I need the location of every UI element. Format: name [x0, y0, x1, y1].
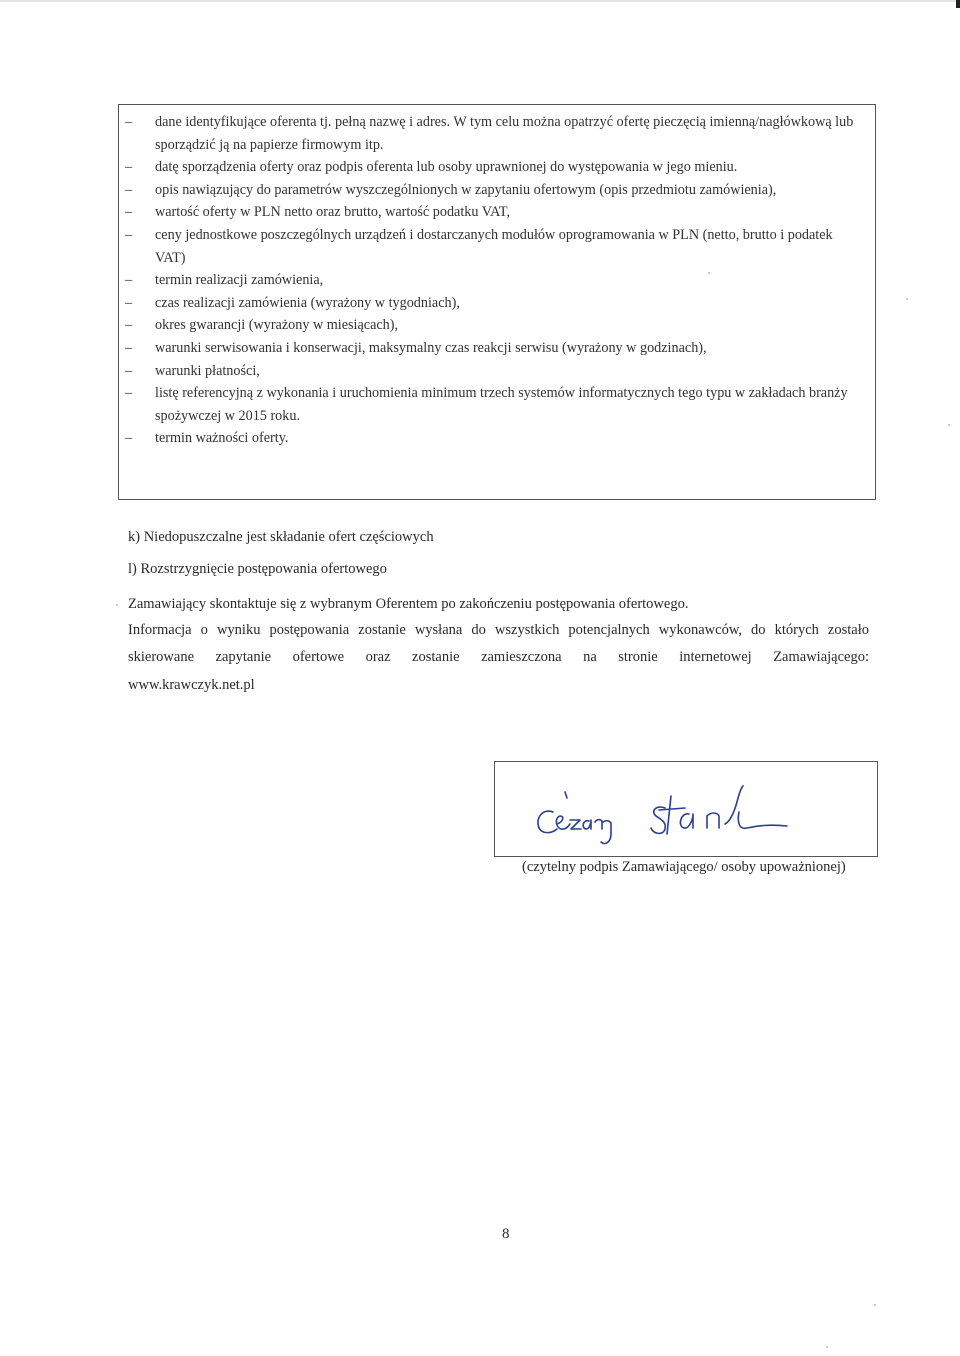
scan-corner-mark: [956, 0, 960, 8]
result-info-line-2: skierowane zapytanie ofertowe oraz zostanie zamieszczona na stronie internetowej Zamawiającego:: [128, 649, 869, 665]
list-item: – czas realizacji zamówienia (wyrażony w tygodniach),: [119, 292, 875, 315]
list-item: – datę sporządzenia oferty oraz podpis oferenta lub osoby uprawnionej do występowania w jego mieniu.: [119, 156, 875, 179]
list-item: – okres gwarancji (wyrażony w miesiącach),: [119, 314, 875, 337]
list-item: – dane identyfikujące oferenta tj. pełną nazwę i adres. W tym celu można opatrzyć ofertę pieczęcią imienną/nagłówkową lub sporządzić ją na papierze firmowym itp.: [119, 111, 875, 156]
website-link-text: www.krawczyk.net.pl: [128, 677, 255, 693]
list-item: – listę referencyjną z wykonania i uruchomienia minimum trzech systemów informatycznych tego typu w zakładach branży spożywczej w 2015 roku.: [119, 382, 875, 427]
scan-speck: [826, 1346, 828, 1348]
result-info-line-1: Informacja o wyniku postępowania zostanie wysłana do wszystkich potencjalnych wykonawców, do których zostało: [128, 622, 869, 638]
scan-speck: [874, 1304, 876, 1306]
signature-box: [494, 761, 878, 857]
contact-paragraph: Zamawiający skontaktuje się z wybranym Oferentem po zakończeniu postępowania ofertowego.: [128, 596, 689, 612]
signature-caption: (czytelny podpis Zamawiającego/ osoby upoważnionej): [522, 859, 846, 875]
section-l-heading: l) Rozstrzygnięcie postępowania ofertowego: [128, 561, 387, 577]
offer-requirements-list: [119, 111, 875, 450]
list-item: – warunki serwisowania i konserwacji, maksymalny czas reakcji serwisu (wyrażony w godzinach),: [119, 337, 875, 360]
page-number: 8: [502, 1226, 510, 1242]
list-item: – termin ważności oferty.: [119, 427, 875, 450]
offer-requirements-box: [118, 104, 876, 500]
section-k-heading: k) Niedopuszczalne jest składanie ofert częściowych: [128, 529, 434, 545]
scan-speck: [708, 272, 710, 274]
list-item: – opis nawiązujący do parametrów wyszczególnionych w zapytaniu ofertowym (opis przedmiotu zamówienia),: [119, 179, 875, 202]
handwritten-signature: [525, 772, 825, 852]
list-item: – wartość oferty w PLN netto oraz brutto, wartość podatku VAT,: [119, 201, 875, 224]
list-item: – ceny jednostkowe poszczególnych urządzeń i dostarczanych modułów oprogramowania w PLN (netto, brutto i podatek VAT): [119, 224, 875, 269]
list-item: – termin realizacji zamówienia,: [119, 269, 875, 292]
scan-top-edge: [0, 0, 960, 2]
scan-speck: [906, 298, 908, 300]
scan-speck: [116, 604, 118, 606]
list-item: – warunki płatności,: [119, 360, 875, 383]
scan-speck: [948, 424, 950, 426]
